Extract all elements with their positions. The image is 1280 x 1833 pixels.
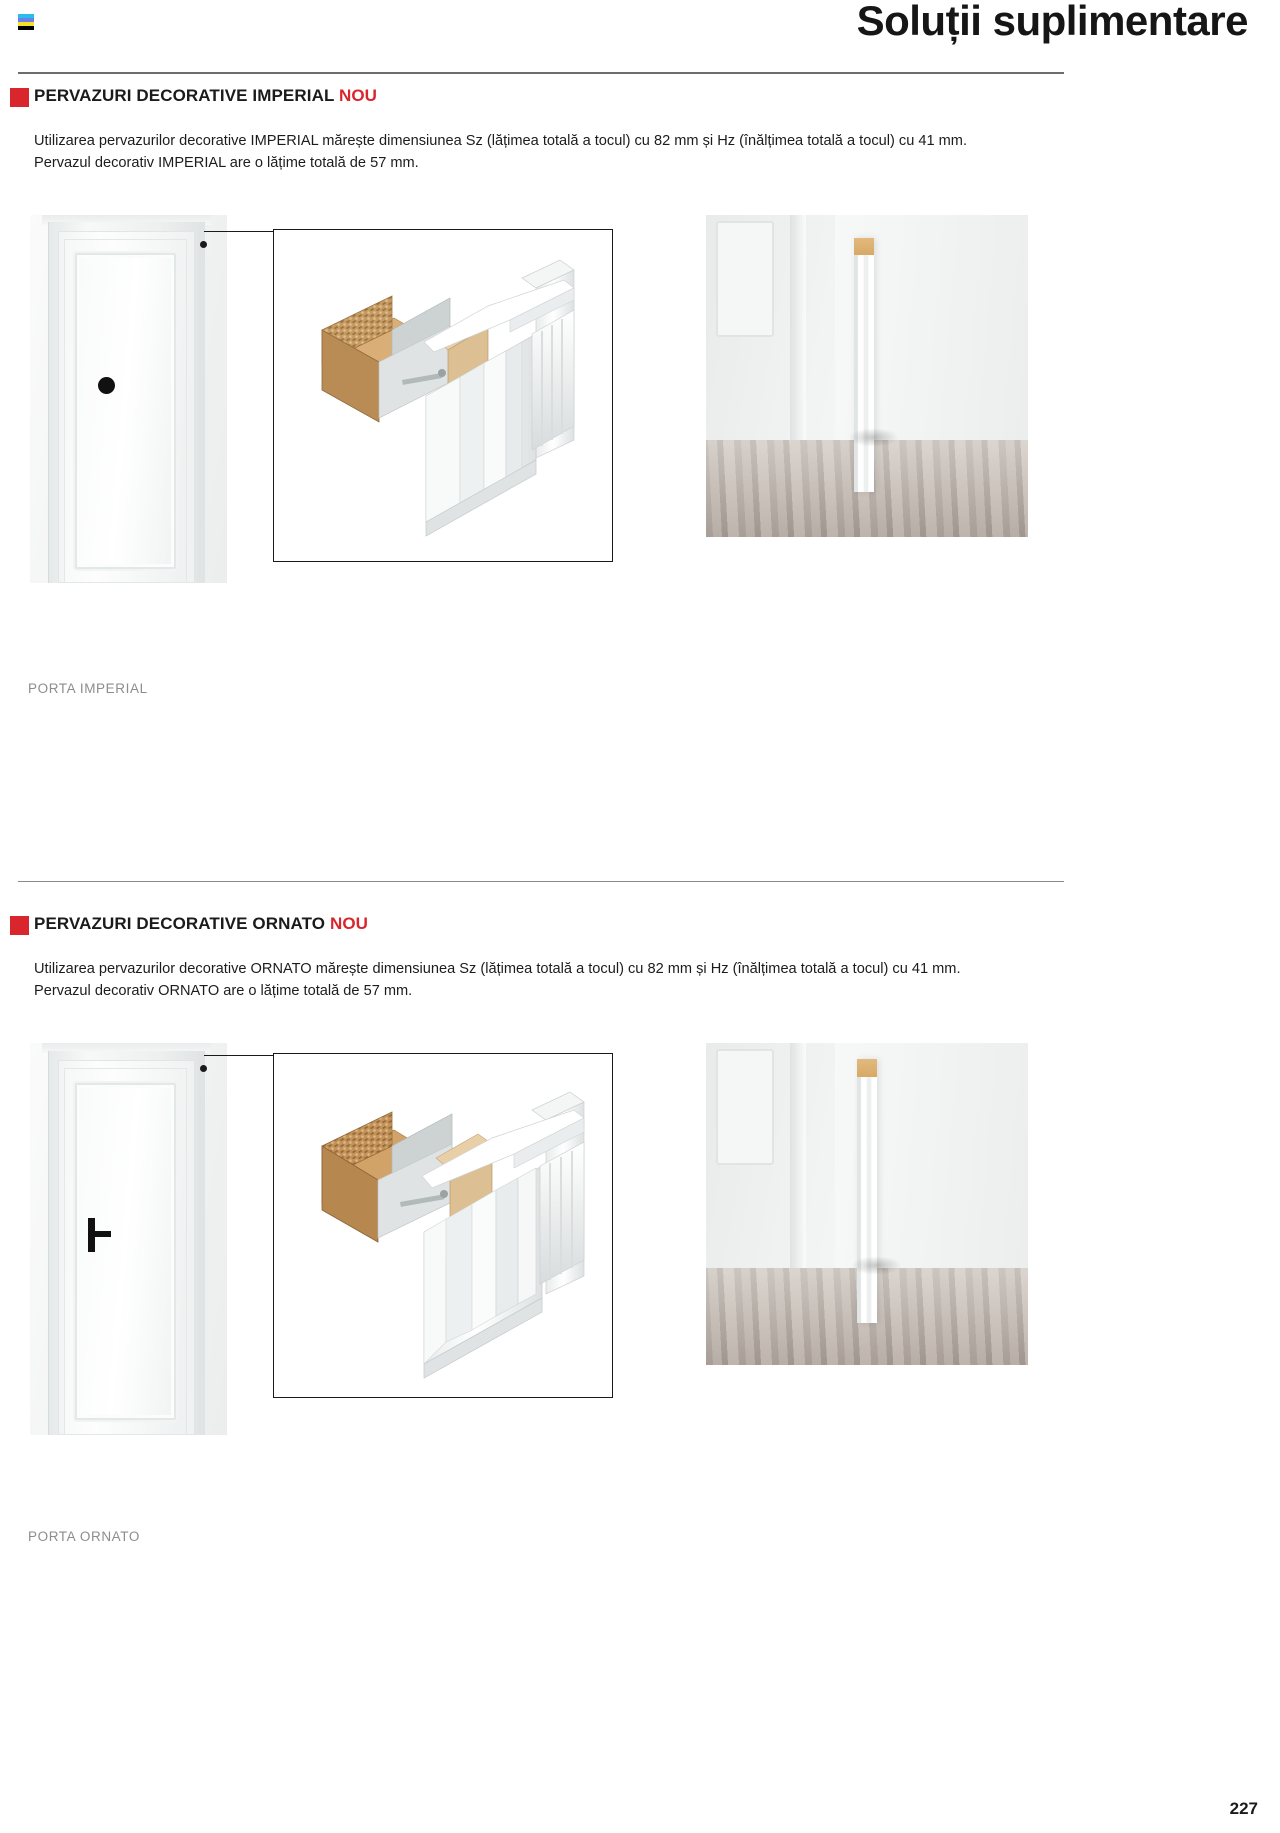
room-door-edge <box>790 1043 806 1294</box>
leader-dot <box>200 1065 207 1072</box>
section-new-badge: NOU <box>329 914 369 933</box>
leader-line <box>204 231 274 232</box>
figure-caption-ornato: PORTA ORNATO <box>28 1529 140 1544</box>
door-leaf <box>64 239 186 583</box>
figure-row-imperial <box>0 215 1280 696</box>
figure-row-ornato <box>0 1043 1280 1544</box>
section-imperial <box>0 86 1280 696</box>
room-photo-ornato <box>706 1043 1028 1365</box>
section-ornato-title <box>34 914 368 934</box>
section-bullet-icon <box>10 916 29 935</box>
figure-caption-imperial: PORTA IMPERIAL <box>28 681 148 696</box>
paragraph-line-1: Utilizarea pervazurilor decorative ORNATO mărește dimensiunea Sz (lățimea totală a tocul) cu 82 mm și Hz (înălțimea totală a tocul) cu 41 mm. <box>34 961 961 977</box>
paragraph-line-2: Pervazul decorativ IMPERIAL are o lățime totală de 57 mm. <box>34 155 419 171</box>
room-door-edge <box>790 215 806 466</box>
page-number: 227 <box>1229 1799 1258 1818</box>
page-title: Soluții suplimentare <box>856 0 1248 44</box>
door-panel-imperial <box>75 253 175 570</box>
header-divider <box>18 72 1064 74</box>
door-photo-ornato <box>30 1043 227 1435</box>
paragraph-line-1: Utilizarea pervazurilor decorative IMPERIAL mărește dimensiunea Sz (lățimea totală a tocul) cu 82 mm și Hz (înălțimea totală a tocul) cu 41 mm. <box>34 133 968 149</box>
section-imperial-title <box>34 86 377 106</box>
cmyk-registration-mark <box>18 14 34 30</box>
section-ornato-paragraph <box>34 958 961 1002</box>
room-photo-imperial <box>706 215 1028 537</box>
section-ornato <box>0 914 1280 1544</box>
decorative-casing-imperial <box>854 238 874 492</box>
door-leaf <box>64 1068 186 1435</box>
frame-cross-section-diagram-imperial <box>274 230 613 562</box>
door-handle-icon <box>88 1218 95 1252</box>
section-title-text: PERVAZURI DECORATIVE ORNATO <box>34 914 326 933</box>
casing-shadow <box>848 428 900 447</box>
section-bullet-icon <box>10 88 29 107</box>
section-imperial-paragraph <box>34 130 967 174</box>
cmyk-black-swatch <box>18 26 34 30</box>
leader-line <box>204 1055 274 1056</box>
paragraph-line-2: Pervazul decorativ ORNATO are o lățime totală de 57 mm. <box>34 983 413 999</box>
room-door-panel <box>716 221 774 337</box>
casing-top-cap <box>857 1059 877 1077</box>
casing-shadow <box>851 1256 903 1275</box>
section-title-text: PERVAZURI DECORATIVE IMPERIAL <box>34 86 335 105</box>
decorative-casing-ornato <box>857 1059 877 1323</box>
room-door-panel <box>716 1049 774 1165</box>
frame-cross-section-diagram-ornato <box>274 1054 613 1398</box>
section-ornato-header <box>0 914 1280 940</box>
diagram-box-ornato <box>273 1053 613 1398</box>
casing-top-cap <box>854 238 874 256</box>
section-new-badge: NOU <box>338 86 378 105</box>
door-handle-icon <box>98 377 115 394</box>
door-photo-imperial <box>30 215 227 583</box>
leader-dot <box>200 241 207 248</box>
section-imperial-header <box>0 86 1280 112</box>
section-divider <box>18 881 1064 882</box>
diagram-box-imperial <box>273 229 613 562</box>
